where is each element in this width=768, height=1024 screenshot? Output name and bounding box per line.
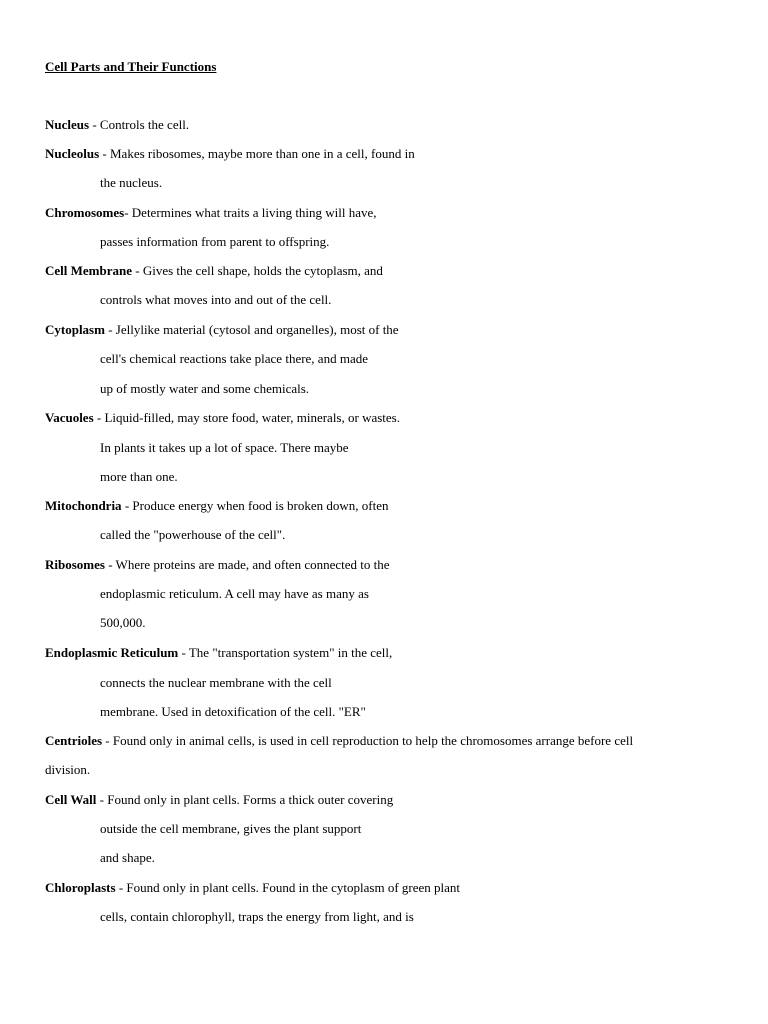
definition-text: - Found only in plant cells. Found in the cytoplasm of green plant	[115, 880, 461, 895]
entry-cell-wall	[45, 791, 393, 809]
term-label: Ribosomes	[45, 557, 105, 572]
term-label: Cell Wall	[45, 792, 97, 807]
term-label: Vacuoles	[45, 410, 94, 425]
term-label: Mitochondria	[45, 498, 122, 513]
term-label: Nucleus	[45, 117, 90, 132]
entry-mitochondria	[45, 497, 388, 515]
term-label: Chromosomes	[45, 205, 125, 220]
entry-ribosomes	[45, 556, 390, 574]
term-label: Chloroplasts	[45, 880, 116, 895]
entry-vacuoles	[45, 409, 400, 427]
definition-continuation: membrane. Used in detoxification of the cell. "ER"	[100, 704, 366, 719]
entry-cell-membrane	[45, 262, 383, 280]
entry-nucleus	[45, 116, 189, 134]
definition-text: - Produce energy when food is broken down, often	[121, 498, 389, 513]
definition-text: - Where proteins are made, and often connected to the	[104, 557, 390, 572]
entry-chromosomes	[45, 204, 377, 222]
definition-text: - Found only in animal cells, is used in cell reproduction to help the chromosomes arrange before cell	[102, 733, 634, 748]
term-label: Nucleolus	[45, 146, 100, 161]
definition-continuation: endoplasmic reticulum. A cell may have as many as	[100, 586, 369, 601]
definition-continuation: the nucleus.	[100, 175, 163, 190]
definition-continuation: 500,000.	[100, 615, 146, 630]
definition-text: - Found only in plant cells. Forms a thick outer covering	[96, 792, 394, 807]
definition-continuation: more than one.	[100, 469, 178, 484]
definition-continuation: outside the cell membrane, gives the plant support	[100, 821, 362, 836]
definition-continuation: connects the nuclear membrane with the cell	[100, 675, 332, 690]
document-title: Cell Parts and Their Functions	[45, 59, 217, 74]
term-label: Cytoplasm	[45, 322, 105, 337]
entry-cytoplasm	[45, 321, 399, 339]
definition-text: - Liquid-filled, may store food, water, minerals, or wastes.	[93, 410, 400, 425]
entry-chloroplasts	[45, 879, 460, 897]
definition-continuation: In plants it takes up a lot of space. There maybe	[100, 440, 349, 455]
definition-continuation: and shape.	[100, 850, 155, 865]
definition-text: - Jellylike material (cytosol and organelles), most of the	[104, 322, 399, 337]
definition-text: - Controls the cell.	[89, 117, 190, 132]
entry-endoplasmic-reticulum	[45, 644, 392, 662]
definition-text: - Gives the cell shape, holds the cytoplasm, and	[132, 263, 383, 278]
definition-continuation: called the "powerhouse of the cell".	[100, 527, 286, 542]
definition-continuation: passes information from parent to offspring.	[100, 234, 330, 249]
definition-continuation: up of mostly water and some chemicals.	[100, 381, 310, 396]
term-label: Centrioles	[45, 733, 103, 748]
definition-continuation: cells, contain chlorophyll, traps the energy from light, and is	[100, 909, 414, 924]
definition-text: - The "transportation system" in the cell,	[178, 645, 393, 660]
definition-continuation: controls what moves into and out of the cell.	[100, 292, 332, 307]
entry-nucleolus	[45, 145, 415, 163]
definition-wrap: division.	[45, 762, 91, 777]
term-label: Endoplasmic Reticulum	[45, 645, 179, 660]
term-label: Cell Membrane	[45, 263, 133, 278]
definition-text: - Makes ribosomes, maybe more than one in a cell, found in	[99, 146, 415, 161]
definition-continuation: cell's chemical reactions take place there, and made	[100, 351, 368, 366]
entry-centrioles	[45, 732, 633, 750]
definition-text: - Determines what traits a living thing will have,	[124, 205, 377, 220]
